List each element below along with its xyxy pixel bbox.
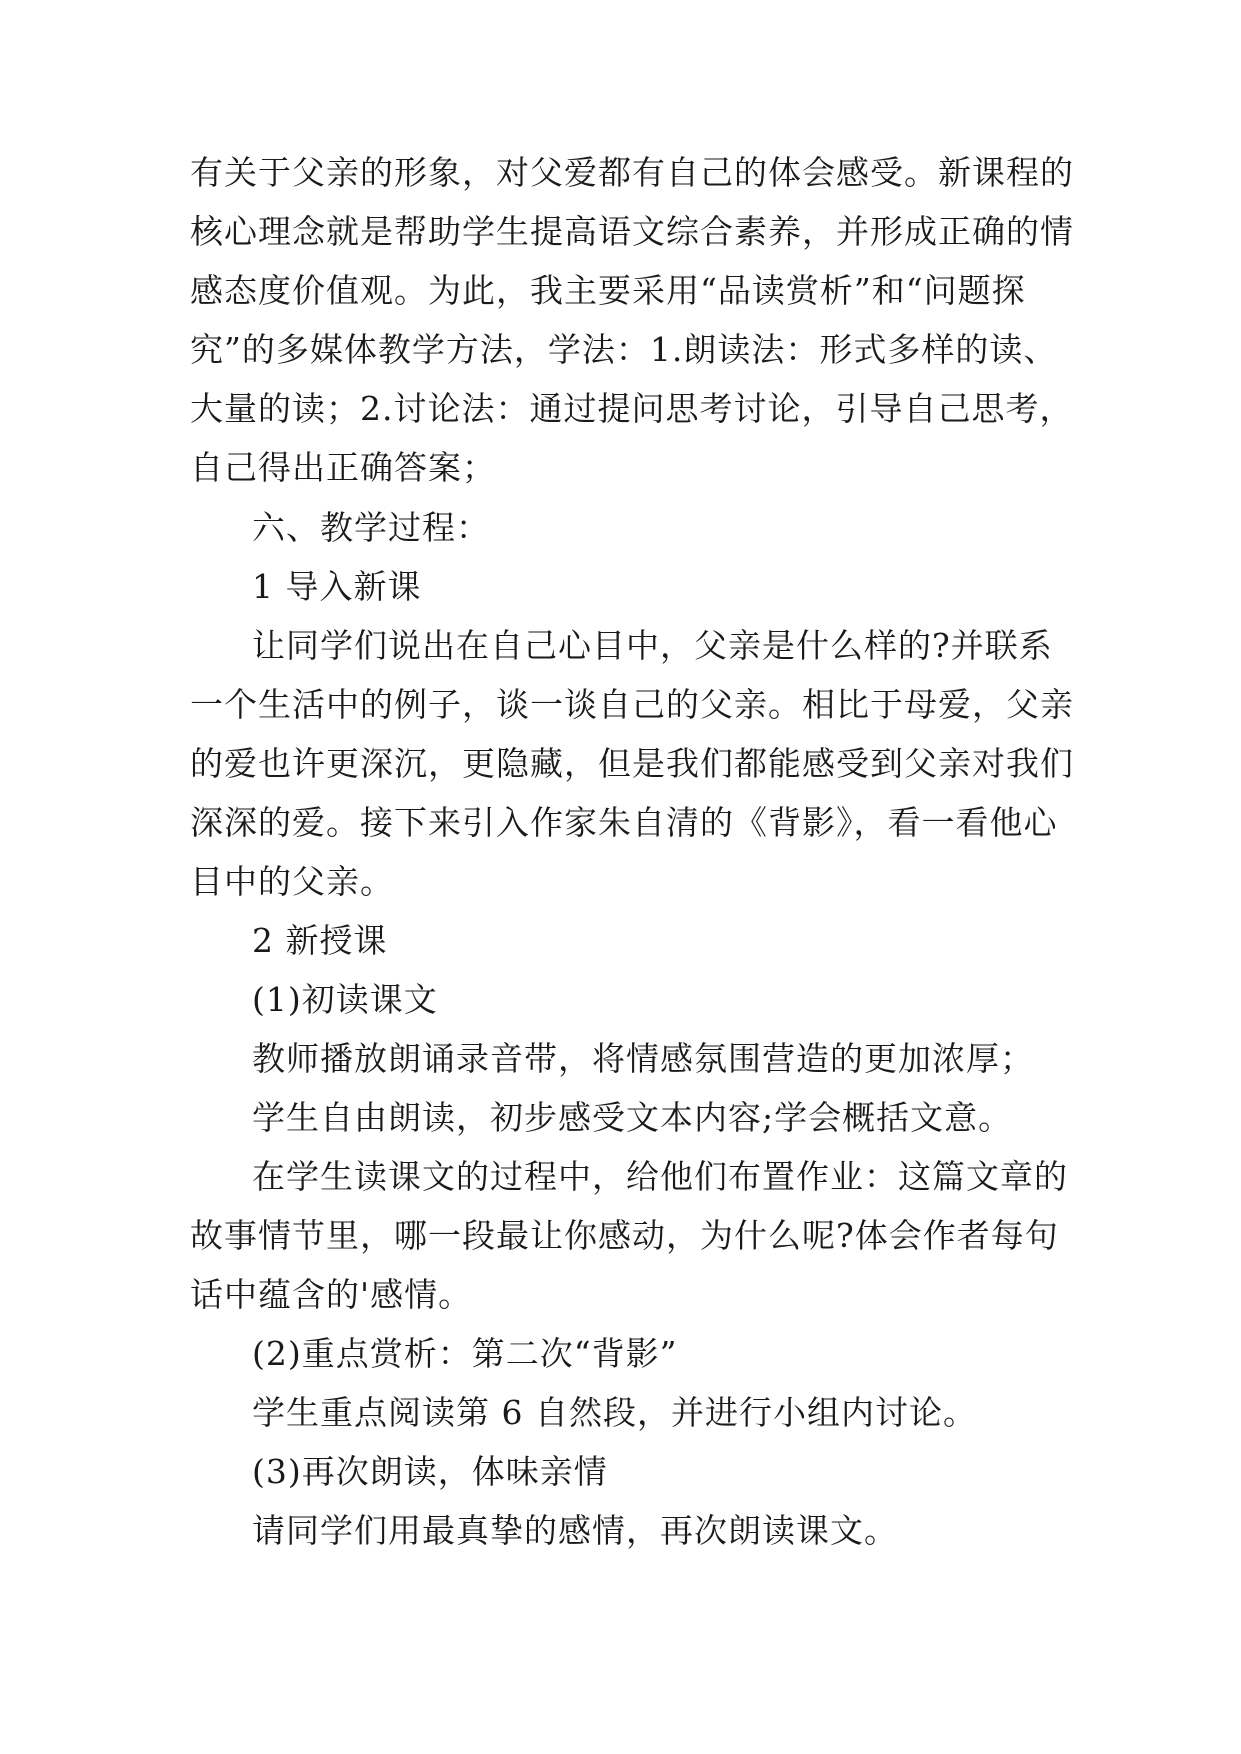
paragraph-line: 的爱也许更深沉，更隐藏，但是我们都能感受到父亲对我们 [190, 744, 1074, 783]
paragraph-line: 目中的父亲。 [190, 862, 394, 901]
paragraph-line: 话中蕴含的'感情。 [190, 1275, 473, 1314]
paragraph-line: 深深的爱。接下来引入作家朱自清的《背影》，看一看他心 [190, 803, 1058, 842]
section-heading: 六、教学过程： [252, 508, 490, 547]
paragraph-line: 请同学们用最真挚的感情，再次朗读课文。 [252, 1511, 898, 1550]
paragraph-line: 教师播放朗诵录音带，将情感氛围营造的更加浓厚； [252, 1039, 1034, 1078]
paragraph-line: 一个生活中的例子，谈一谈自己的父亲。相比于母爱，父亲 [190, 685, 1074, 724]
paragraph-line: 有关于父亲的形象，对父爱都有自己的体会感受。新课程的 [190, 153, 1074, 192]
subsection-heading: 2 新授课 [252, 921, 388, 960]
paragraph-line: 感态度价值观。为此，我主要采用“品读赏析”和“问题探 [190, 271, 1026, 310]
paragraph-line: 究”的多媒体教学方法，学法：1.朗读法：形式多样的读、 [190, 330, 1058, 369]
subsection-heading: 1 导入新课 [252, 567, 422, 606]
paragraph-line: 学生自由朗读，初步感受文本内容;学会概括文意。 [252, 1098, 1013, 1137]
paragraph-line: 学生重点阅读第 6 自然段，并进行小组内讨论。 [252, 1393, 977, 1432]
paragraph-line: 自己得出正确答案； [190, 448, 496, 487]
paragraph-line: 让同学们说出在自己心目中，父亲是什么样的?并联系 [252, 626, 1053, 665]
subsection-heading: (2)重点赏析：第二次“背影” [252, 1334, 678, 1373]
subsection-heading: (1)初读课文 [252, 980, 438, 1019]
subsection-heading: (3)再次朗读，体味亲情 [252, 1452, 608, 1491]
paragraph-line: 在学生读课文的过程中，给他们布置作业：这篇文章的 [252, 1157, 1068, 1196]
paragraph-line: 故事情节里，哪一段最让你感动，为什么呢?体会作者每句 [190, 1216, 1059, 1255]
paragraph-line: 核心理念就是帮助学生提高语文综合素养，并形成正确的情 [190, 212, 1074, 251]
paragraph-line: 大量的读；2.讨论法：通过提问思考讨论，引导自己思考， [190, 389, 1074, 428]
